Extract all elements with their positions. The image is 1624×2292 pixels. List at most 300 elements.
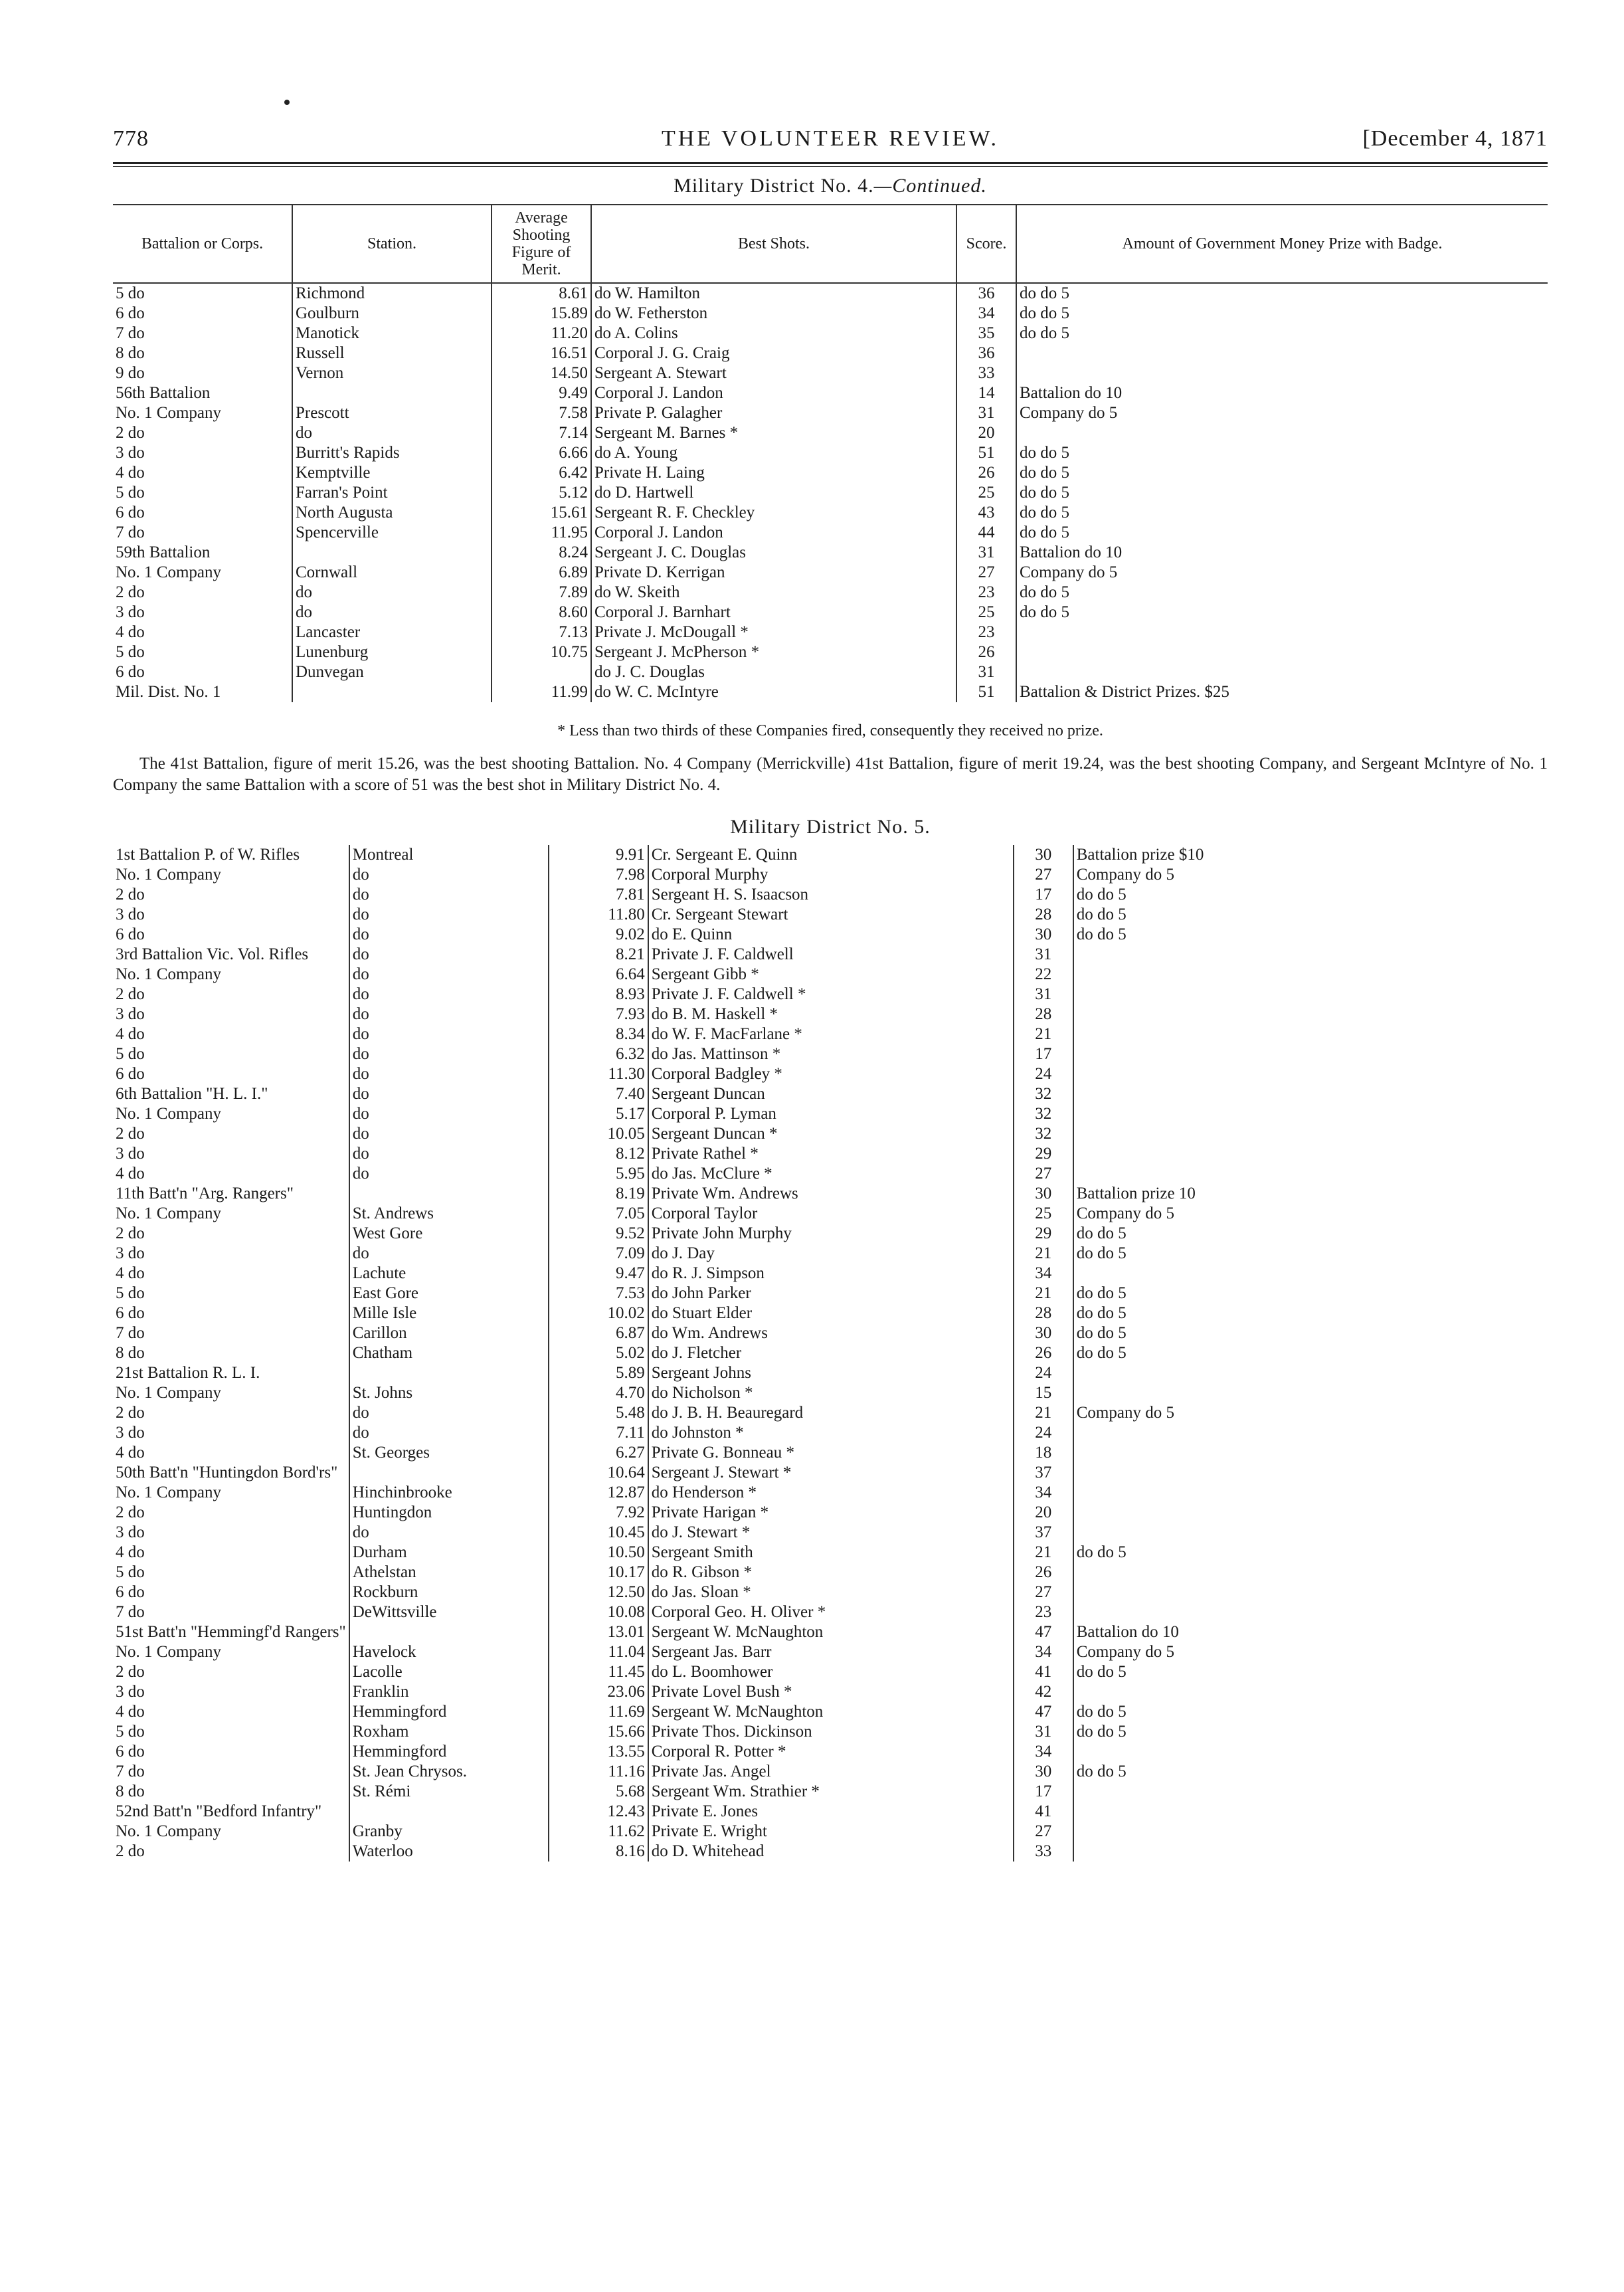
cell-score: 33: [1014, 1842, 1073, 1862]
cell-prize: [1073, 1503, 1548, 1523]
cell-average: 8.34: [549, 1024, 648, 1044]
table-row: [113, 1802, 1548, 1822]
cell-average: [492, 662, 591, 682]
cell-best-shot: Private H. Laing: [591, 463, 956, 483]
cell-score: 26: [1014, 1343, 1073, 1363]
cell-station: Lancaster: [292, 622, 492, 642]
cell-station: do: [349, 1024, 549, 1044]
cell-prize: [1073, 1802, 1548, 1822]
cell-station: do: [349, 925, 549, 945]
cell-score: 51: [956, 443, 1016, 463]
cell-best-shot: Private E. Jones: [648, 1802, 1014, 1822]
running-head: [113, 120, 1548, 159]
cell-average: 7.58: [492, 403, 591, 423]
cell-station: do: [292, 603, 492, 622]
cell-prize: do do 5: [1076, 1304, 1127, 1322]
cell-battalion: 6 do: [113, 1582, 349, 1602]
cell-station: Kemptville: [292, 463, 492, 483]
cell-average: 7.13: [492, 622, 591, 642]
cell-battalion: 2 do: [113, 1842, 349, 1862]
cell-prize: do do 5: [1076, 1224, 1127, 1242]
cell-score: 47: [1014, 1622, 1073, 1642]
cell-average: 7.09: [549, 1244, 648, 1264]
cell-station: St. Johns: [349, 1383, 549, 1403]
cell-average: 13.01: [549, 1622, 648, 1642]
table-row: [113, 523, 1548, 543]
table-row: [113, 283, 1548, 304]
cell-battalion: 7 do: [113, 324, 292, 343]
cell-station: do: [292, 583, 492, 603]
cell-average: 9.91: [549, 845, 648, 865]
cell-best-shot: Corporal J. Landon: [591, 523, 956, 543]
table-row: [113, 1642, 1548, 1662]
cell-best-shot: Sergeant Smith: [648, 1543, 1014, 1563]
table-row: [113, 925, 1548, 945]
cell-average: 5.89: [549, 1363, 648, 1383]
cell-best-shot: Corporal Geo. H. Oliver *: [648, 1602, 1014, 1622]
cell-battalion: No. 1 Company: [113, 1104, 349, 1124]
cell-score: 27: [1014, 1164, 1073, 1184]
cell-score: 51: [956, 682, 1016, 702]
cell-best-shot: do D. Hartwell: [591, 483, 956, 503]
cell-battalion: 5 do: [113, 1284, 349, 1303]
cell-station: do: [349, 1403, 549, 1423]
cell-station: St. Rémi: [349, 1782, 549, 1802]
cell-prize: [1073, 1842, 1548, 1862]
cell-station: East Gore: [349, 1284, 549, 1303]
cell-battalion: 6 do: [113, 1742, 349, 1762]
cell-battalion: 3 do: [113, 1523, 349, 1543]
cell-best-shot: do W. Fetherston: [591, 304, 956, 324]
header-rule: [113, 162, 1548, 167]
cell-score: 31: [956, 543, 1016, 563]
cell-station: Athelstan: [349, 1563, 549, 1582]
cell-prize: [1073, 1104, 1548, 1124]
table-row: [113, 1682, 1548, 1702]
cell-prize: do do 5: [1076, 1324, 1127, 1342]
cell-battalion: 1st Battalion P. of W. Rifles: [113, 845, 349, 865]
cell-prize: Battalion do 10: [1020, 543, 1123, 561]
cell-battalion: 4 do: [113, 1702, 349, 1722]
cell-score: 35: [956, 324, 1016, 343]
cell-score: 23: [956, 622, 1016, 642]
cell-average: 10.45: [549, 1523, 648, 1543]
cell-prize: [1073, 1523, 1548, 1543]
cell-average: 8.93: [549, 985, 648, 1004]
table-row: [113, 343, 1548, 363]
cell-prize: do do 5: [1020, 524, 1069, 541]
cell-average: 4.70: [549, 1383, 648, 1403]
cell-battalion: 21st Battalion R. L. I.: [113, 1363, 349, 1383]
cell-prize: Battalion prize 10: [1076, 1185, 1196, 1202]
cell-prize: [1073, 1563, 1548, 1582]
cell-station: Dunvegan: [292, 662, 492, 682]
cell-battalion: No. 1 Company: [113, 1483, 349, 1503]
col-header-average: Average Shooting Figure of Merit.: [492, 205, 591, 283]
cell-score: 27: [1014, 1582, 1073, 1602]
cell-station: do: [292, 423, 492, 443]
cell-battalion: 3rd Battalion Vic. Vol. Rifles: [113, 945, 349, 965]
cell-score: 28: [1014, 1303, 1073, 1323]
cell-best-shot: do Henderson *: [648, 1483, 1014, 1503]
cell-average: 13.55: [549, 1742, 648, 1762]
cell-prize: [1073, 1164, 1548, 1184]
cell-score: 25: [956, 603, 1016, 622]
cell-station: Havelock: [349, 1642, 549, 1662]
cell-average: 11.16: [549, 1762, 648, 1782]
col-header-battalion: Battalion or Corps.: [113, 205, 292, 283]
cell-best-shot: Sergeant A. Stewart: [591, 363, 956, 383]
cell-battalion: 5 do: [113, 283, 292, 304]
cell-prize: [1073, 1264, 1548, 1284]
ink-speck: [284, 100, 290, 105]
cell-station: St. Andrews: [349, 1204, 549, 1224]
cell-prize: do do 5: [1020, 304, 1069, 322]
section-title-district-5: Military District No. 5.: [730, 816, 931, 838]
cell-station: do: [349, 905, 549, 925]
cell-prize: do do 5: [1076, 1763, 1127, 1780]
cell-station: St. Georges: [349, 1443, 549, 1463]
cell-prize: do do 5: [1020, 444, 1069, 462]
cell-prize: [1073, 1582, 1548, 1602]
cell-best-shot: Corporal P. Lyman: [648, 1104, 1014, 1124]
cell-battalion: 3 do: [113, 905, 349, 925]
cell-battalion: 3 do: [113, 443, 292, 463]
cell-average: 7.93: [549, 1004, 648, 1024]
cell-average: 6.66: [492, 443, 591, 463]
cell-best-shot: Sergeant R. F. Checkley: [591, 503, 956, 523]
cell-station: do: [349, 1124, 549, 1144]
cell-average: 10.64: [549, 1463, 648, 1483]
cell-prize: do do 5: [1076, 886, 1127, 904]
cell-station: [292, 682, 492, 702]
col-header-prize: Amount of Government Money Prize with Badge.: [1016, 205, 1548, 283]
cell-battalion: 4 do: [113, 1543, 349, 1563]
cell-best-shot: do Johnston *: [648, 1423, 1014, 1443]
page-number: 778: [113, 126, 149, 151]
cell-best-shot: Cr. Sergeant E. Quinn: [648, 845, 1014, 865]
table-row: [113, 1443, 1548, 1463]
cell-battalion: 2 do: [113, 1503, 349, 1523]
cell-prize: Company do 5: [1020, 404, 1118, 422]
cell-score: 21: [1014, 1244, 1073, 1264]
cell-prize: [1073, 1024, 1548, 1044]
cell-best-shot: do Wm. Andrews: [648, 1323, 1014, 1343]
cell-best-shot: Private P. Galagher: [591, 403, 956, 423]
cell-station: Roxham: [349, 1722, 549, 1742]
cell-battalion: 2 do: [113, 885, 349, 905]
cell-prize: [1073, 1602, 1548, 1622]
cell-station: Durham: [349, 1543, 549, 1563]
cell-battalion: 2 do: [113, 1124, 349, 1144]
table-row: [113, 865, 1548, 885]
cell-station: [349, 1363, 549, 1383]
cell-battalion: 2 do: [113, 1224, 349, 1244]
cell-station: Hinchinbrooke: [349, 1483, 549, 1503]
cell-battalion: 2 do: [113, 985, 349, 1004]
cell-score: 30: [1014, 925, 1073, 945]
cell-best-shot: Corporal J. G. Craig: [591, 343, 956, 363]
cell-score: 41: [1014, 1802, 1073, 1822]
table-row: [113, 403, 1548, 423]
cell-battalion: 11th Batt'n "Arg. Rangers": [113, 1184, 349, 1204]
cell-prize: [1073, 1682, 1548, 1702]
col-header-score: Score.: [956, 205, 1016, 283]
cell-score: 18: [1014, 1443, 1073, 1463]
cell-average: 8.60: [492, 603, 591, 622]
table-row: [113, 662, 1548, 682]
cell-battalion: No. 1 Company: [113, 965, 349, 985]
cell-station: do: [349, 945, 549, 965]
cell-score: 24: [1014, 1064, 1073, 1084]
cell-best-shot: do A. Colins: [591, 324, 956, 343]
table-row: [113, 1164, 1548, 1184]
cell-best-shot: do R. J. Simpson: [648, 1264, 1014, 1284]
cell-battalion: 2 do: [113, 1403, 349, 1423]
cell-prize: [1016, 363, 1548, 383]
cell-best-shot: Private Wm. Andrews: [648, 1184, 1014, 1204]
table-row: [113, 1782, 1548, 1802]
cell-average: 11.45: [549, 1662, 648, 1682]
col-header-best-shots: Best Shots.: [591, 205, 956, 283]
cell-best-shot: do W. Skeith: [591, 583, 956, 603]
cell-battalion: 3 do: [113, 1144, 349, 1164]
table-row: [113, 1822, 1548, 1842]
cell-average: 7.98: [549, 865, 648, 885]
cell-average: 6.87: [549, 1323, 648, 1343]
cell-prize: [1073, 1463, 1548, 1483]
cell-station: West Gore: [349, 1224, 549, 1244]
cell-average: 8.21: [549, 945, 648, 965]
cell-best-shot: Private Lovel Bush *: [648, 1682, 1014, 1702]
cell-station: Granby: [349, 1822, 549, 1842]
journal-title: THE VOLUNTEER REVIEW.: [661, 126, 999, 151]
cell-average: 11.04: [549, 1642, 648, 1662]
cell-battalion: 4 do: [113, 622, 292, 642]
cell-prize: [1016, 423, 1548, 443]
cell-battalion: 4 do: [113, 1024, 349, 1044]
cell-battalion: 5 do: [113, 1563, 349, 1582]
cell-battalion: No. 1 Company: [113, 1642, 349, 1662]
cell-average: 11.30: [549, 1064, 648, 1084]
table-row: [113, 985, 1548, 1004]
cell-battalion: 52nd Batt'n "Bedford Infantry": [113, 1802, 349, 1822]
cell-battalion: No. 1 Company: [113, 1383, 349, 1403]
table-row: [113, 583, 1548, 603]
cell-prize: do do 5: [1076, 1723, 1127, 1741]
cell-average: 14.50: [492, 363, 591, 383]
cell-battalion: No. 1 Company: [113, 1204, 349, 1224]
cell-best-shot: do Jas. Mattinson *: [648, 1044, 1014, 1064]
cell-station: Hemmingford: [349, 1742, 549, 1762]
table-row: [113, 1622, 1548, 1642]
cell-best-shot: do B. M. Haskell *: [648, 1004, 1014, 1024]
cell-station: [292, 543, 492, 563]
cell-prize: [1073, 945, 1548, 965]
cell-average: 10.08: [549, 1602, 648, 1622]
cell-average: 7.40: [549, 1084, 648, 1104]
cell-best-shot: Private J. F. Caldwell *: [648, 985, 1014, 1004]
cell-station: do: [349, 1423, 549, 1443]
table-row: [113, 1323, 1548, 1343]
cell-average: 11.80: [549, 905, 648, 925]
cell-score: 47: [1014, 1702, 1073, 1722]
cell-prize: Battalion prize $10: [1076, 846, 1204, 864]
cell-average: 7.53: [549, 1284, 648, 1303]
cell-score: 31: [1014, 1722, 1073, 1742]
cell-station: Farran's Point: [292, 483, 492, 503]
cell-battalion: 9 do: [113, 363, 292, 383]
cell-prize: do do 5: [1076, 906, 1127, 923]
district-4-table: [113, 204, 1548, 702]
table-row: [113, 1463, 1548, 1483]
footnote: * Less than two thirds of these Companies fired, consequently they received no prize.: [557, 722, 1103, 739]
table-row: [113, 423, 1548, 443]
cell-prize: [1073, 1423, 1548, 1443]
table-row: [113, 543, 1548, 563]
cell-score: 42: [1014, 1682, 1073, 1702]
cell-average: 7.89: [492, 583, 591, 603]
cell-best-shot: do J. Day: [648, 1244, 1014, 1264]
cell-station: do: [349, 1104, 549, 1124]
cell-battalion: 5 do: [113, 1722, 349, 1742]
cell-battalion: 6 do: [113, 503, 292, 523]
cell-average: 10.17: [549, 1563, 648, 1582]
cell-average: 16.51: [492, 343, 591, 363]
cell-score: 31: [1014, 945, 1073, 965]
cell-score: 27: [956, 563, 1016, 583]
cell-station: [349, 1184, 549, 1204]
cell-average: 5.95: [549, 1164, 648, 1184]
cell-station: do: [349, 1004, 549, 1024]
cell-battalion: No. 1 Company: [113, 865, 349, 885]
cell-prize: Company do 5: [1076, 1204, 1174, 1222]
cell-average: 9.49: [492, 383, 591, 403]
cell-prize: do do 5: [1020, 464, 1069, 482]
cell-best-shot: Sergeant Gibb *: [648, 965, 1014, 985]
cell-station: Lachute: [349, 1264, 549, 1284]
cell-average: 10.75: [492, 642, 591, 662]
cell-best-shot: Corporal J. Barnhart: [591, 603, 956, 622]
cell-score: 20: [1014, 1503, 1073, 1523]
cell-station: DeWittsville: [349, 1602, 549, 1622]
table-row: [113, 1284, 1548, 1303]
cell-best-shot: do D. Whitehead: [648, 1842, 1014, 1862]
cell-score: 37: [1014, 1523, 1073, 1543]
cell-station: Carillon: [349, 1323, 549, 1343]
cell-best-shot: Sergeant W. McNaughton: [648, 1702, 1014, 1722]
cell-best-shot: do W. C. McIntyre: [591, 682, 956, 702]
cell-battalion: 5 do: [113, 1044, 349, 1064]
cell-average: 5.12: [492, 483, 591, 503]
cell-average: 5.68: [549, 1782, 648, 1802]
cell-prize: Battalion do 10: [1076, 1623, 1179, 1641]
cell-score: 26: [1014, 1563, 1073, 1582]
cell-prize: [1073, 1144, 1548, 1164]
cell-station: North Augusta: [292, 503, 492, 523]
table-row: [113, 1742, 1548, 1762]
table-row: [113, 1184, 1548, 1204]
cell-best-shot: Sergeant J. Stewart *: [648, 1463, 1014, 1483]
cell-average: 5.02: [549, 1343, 648, 1363]
cell-average: 6.64: [549, 965, 648, 985]
cell-best-shot: Sergeant J. McPherson *: [591, 642, 956, 662]
cell-station: do: [349, 1164, 549, 1184]
cell-score: 21: [1014, 1284, 1073, 1303]
table-row: [113, 1503, 1548, 1523]
cell-battalion: 2 do: [113, 423, 292, 443]
cell-best-shot: do A. Young: [591, 443, 956, 463]
cell-score: 26: [956, 463, 1016, 483]
cell-battalion: 7 do: [113, 1762, 349, 1782]
cell-station: Burritt's Rapids: [292, 443, 492, 463]
table-row: [113, 1523, 1548, 1543]
table-row: [113, 1582, 1548, 1602]
cell-average: 11.62: [549, 1822, 648, 1842]
cell-battalion: 50th Batt'n "Huntingdon Bord'rs": [113, 1463, 349, 1483]
cell-prize: do do 5: [1076, 1663, 1127, 1681]
table-row: [113, 1423, 1548, 1443]
cell-best-shot: Sergeant W. McNaughton: [648, 1622, 1014, 1642]
table-row: [113, 1383, 1548, 1403]
cell-best-shot: do J. B. H. Beauregard: [648, 1403, 1014, 1423]
cell-station: Russell: [292, 343, 492, 363]
cell-prize: do do 5: [1076, 925, 1127, 943]
cell-battalion: 8 do: [113, 1343, 349, 1363]
cell-average: 23.06: [549, 1682, 648, 1702]
cell-average: 10.02: [549, 1303, 648, 1323]
cell-best-shot: Sergeant Jas. Barr: [648, 1642, 1014, 1662]
cell-score: 27: [1014, 865, 1073, 885]
cell-score: 31: [956, 662, 1016, 682]
cell-best-shot: Corporal R. Potter *: [648, 1742, 1014, 1762]
table-row: [113, 324, 1548, 343]
cell-score: 29: [1014, 1224, 1073, 1244]
cell-station: Montreal: [349, 845, 549, 865]
cell-prize: Company do 5: [1076, 1404, 1174, 1422]
cell-battalion: No. 1 Company: [113, 1822, 349, 1842]
cell-best-shot: Private Thos. Dickinson: [648, 1722, 1014, 1742]
cell-best-shot: Private E. Wright: [648, 1822, 1014, 1842]
cell-battalion: 8 do: [113, 1782, 349, 1802]
col-header-station: Station.: [292, 205, 492, 283]
cell-station: Huntingdon: [349, 1503, 549, 1523]
cell-prize: [1073, 1124, 1548, 1144]
cell-average: 9.02: [549, 925, 648, 945]
cell-prize: [1016, 642, 1548, 662]
cell-prize: [1073, 1064, 1548, 1084]
cell-battalion: Mil. Dist. No. 1: [113, 682, 292, 702]
table-row: [113, 304, 1548, 324]
cell-best-shot: Sergeant M. Barnes *: [591, 423, 956, 443]
cell-average: 6.27: [549, 1443, 648, 1463]
cell-station: do: [349, 1084, 549, 1104]
cell-score: 33: [956, 363, 1016, 383]
cell-average: 8.61: [492, 283, 591, 304]
cell-score: 34: [956, 304, 1016, 324]
cell-battalion: 5 do: [113, 483, 292, 503]
cell-prize: [1016, 622, 1548, 642]
table-row: [113, 1144, 1548, 1164]
cell-score: 34: [1014, 1742, 1073, 1762]
cell-score: 29: [1014, 1144, 1073, 1164]
cell-battalion: 6 do: [113, 925, 349, 945]
table-row: [113, 1244, 1548, 1264]
cell-prize: do do 5: [1020, 324, 1069, 342]
cell-battalion: 6th Battalion "H. L. I.": [113, 1084, 349, 1104]
table-row: [113, 1842, 1548, 1862]
cell-best-shot: Corporal Badgley *: [648, 1064, 1014, 1084]
